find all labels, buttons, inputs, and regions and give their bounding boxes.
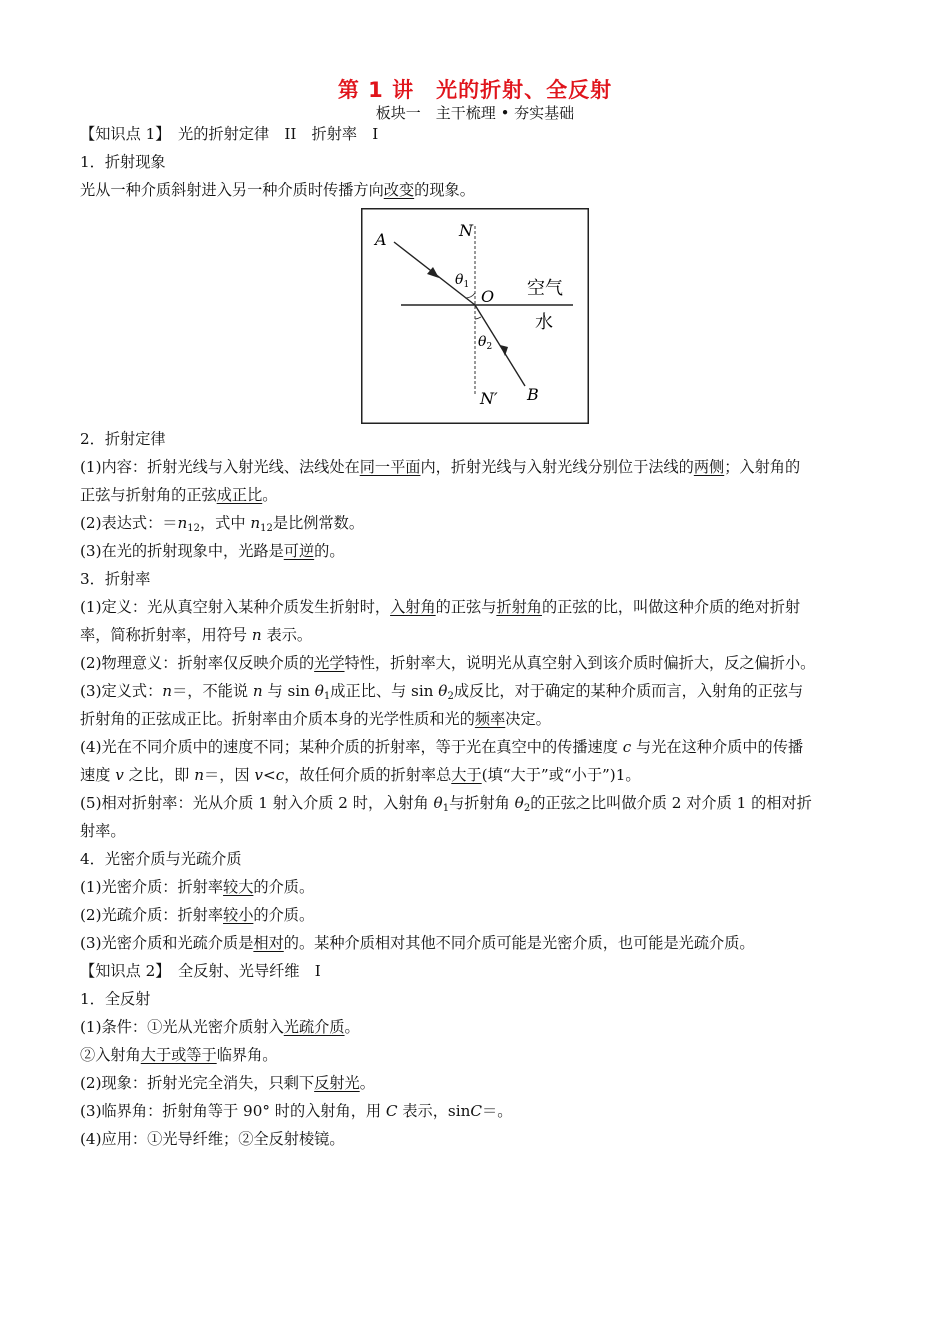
paragraph-line: (1)条件：①光从光密介质射入光疏介质。 [80,1018,360,1036]
paragraph-line: 率，简称折射率，用符号 n 表示。 [80,626,313,644]
label-A: A [375,230,387,249]
paragraph-line: 速度 v 之比，即 n＝，因 v<c，故任何介质的折射率总大于(填“大于”或“小于”)1。 [80,766,641,784]
paragraph-line: (2)表达式：$=n_{12}$，式中 $n_{12}$是比例常数。 [80,514,365,534]
label-N: N [459,221,473,240]
section-heading: 4．光密介质与光疏介质 [80,850,242,868]
paragraph-line: (3)临界角：折射角等于 90° 时的入射角，用 C 表示，sinC＝。 [80,1102,513,1120]
page-subtitle: 板块一 主干梳理 • 夯实基础 [375,104,575,122]
answer-blank: 大于 [451,766,482,784]
label-B: B [527,385,539,404]
label-O: O [481,287,495,306]
answer-blank: 光学 [314,654,345,672]
answer-blank: 两侧 [693,458,725,476]
paragraph-line: (1)光密介质：折射率较大的介质。 [80,878,315,896]
paragraph-line: (3)光密介质和光疏介质是相对的。某种介质相对其他不同介质可能是光密介质，也可能是光疏介质。 [80,934,755,952]
paragraph-line: (4)应用：①光导纤维；②全反射棱镜。 [80,1130,345,1148]
paragraph-line: (5)相对折射率：光从介质 1 射入介质 2 时，入射角 $\theta_1$与折射角 $\theta_2$的正弦之比叫做介质 2 对介质 1 的相对折 [80,794,812,814]
answer-blank: 较小 [223,906,254,924]
paragraph-line: (3)在光的折射现象中，光路是可逆的。 [80,542,345,560]
paragraph-line: (1)内容：折射光线与入射光线、法线处在同一平面内，折射光线与入射光线分别位于法线的两侧；入射角的 [80,458,801,476]
paragraph-line: ②入射角大于或等于临界角。 [80,1046,278,1064]
section-heading: 1．折射现象 [80,153,166,171]
label-water: 水 [535,312,553,333]
label-theta2: $\theta_2$ [478,334,493,352]
answer-blank: 改变 [383,181,415,199]
answer-blank: 反射光 [314,1074,360,1092]
paragraph-line: (4)光在不同介质中的速度不同；某种介质的折射率，等于光在真空中的传播速度 c 与光在这种介质中的传播 [80,738,804,756]
section-heading: 2．折射定律 [80,430,166,448]
answer-blank: 大于或等于 [140,1046,217,1064]
knowledge-point-2-header: 【知识点 2】 全反射、光导纤维 I [80,962,321,980]
paragraph-line: (1)定义：光从真空射入某种介质发生折射时，入射角的正弦与折射角的正弦的比，叫做这种介质的绝对折射 [80,598,801,616]
paragraph-line: (3)定义式：n＝，不能说 n 与 $\sin \theta_1$成正比、与 $\sin \theta_2$成反比，对于确定的某种介质而言，入射角的正弦与 [80,682,804,702]
paragraph-line: (2)现象：折射光完全消失，只剩下反射光。 [80,1074,375,1092]
paragraph-line: (2)光疏介质：折射率较小的介质。 [80,906,315,924]
paragraph-line: (2)物理意义：折射率仅反映介质的光学特性，折射率大，说明光从真空射入到该介质时偏折大，反之偏折小。 [80,654,816,672]
paragraph-line: 射率。 [80,822,126,840]
answer-blank: 入射角 [390,598,436,616]
section-heading: 3．折射率 [80,570,151,588]
answer-blank: 频率 [474,710,506,728]
label-N-prime: N′ [480,389,498,408]
page-title: 第 1 讲 光的折射、全反射 [337,78,613,102]
label-theta1: $\theta_1$ [455,272,470,290]
refraction-diagram [361,208,589,424]
answer-blank: 同一平面 [359,458,421,476]
answer-blank: 折射角 [496,598,542,616]
answer-blank: 成正比 [216,486,263,504]
answer-blank: 可逆 [283,542,315,560]
paragraph-line: 光从一种介质斜射进入另一种介质时传播方向改变的现象。 [80,181,475,199]
paragraph-line: 正弦与折射角的正弦成正比。 [80,486,278,504]
answer-blank: 较大 [223,878,254,896]
knowledge-point-1-header: 【知识点 1】 光的折射定律 II 折射率 I [80,125,379,143]
paragraph-line: 折射角的正弦成正比。折射率由介质本身的光学性质和光的频率决定。 [80,710,551,728]
label-air: 空气 [527,278,563,299]
answer-blank: 相对 [253,934,284,952]
answer-blank: 光疏介质 [283,1018,345,1036]
section-heading: 1．全反射 [80,990,151,1008]
